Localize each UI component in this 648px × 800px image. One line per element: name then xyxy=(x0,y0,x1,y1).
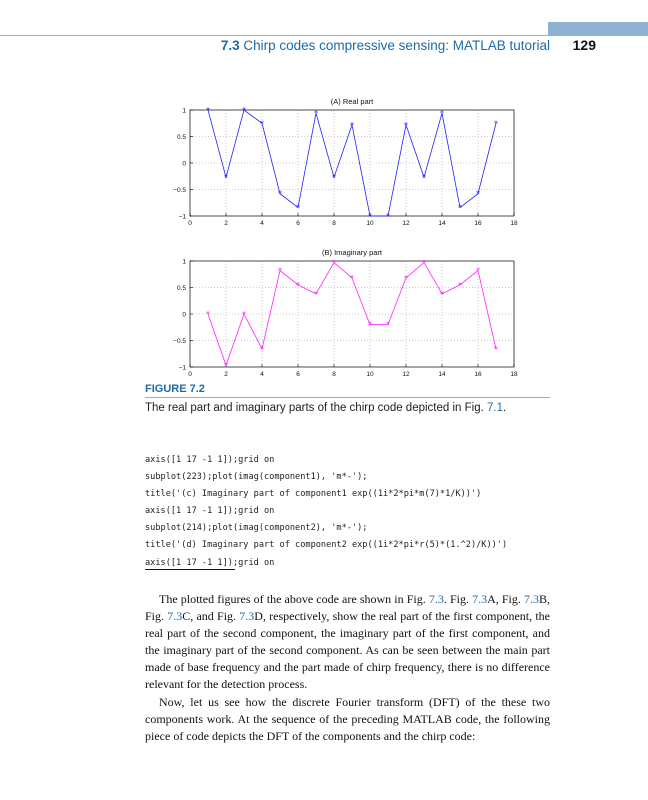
y-tick-label: −1 xyxy=(178,213,186,221)
x-tick-label: 4 xyxy=(260,220,264,227)
x-tick-label: 16 xyxy=(474,371,482,378)
data-point: * xyxy=(422,258,426,268)
data-point: * xyxy=(224,173,228,183)
data-point: * xyxy=(296,280,300,290)
x-tick-label: 14 xyxy=(438,371,446,378)
x-tick-label: 10 xyxy=(366,371,374,378)
x-tick-label: 16 xyxy=(474,220,482,227)
data-point: * xyxy=(440,109,444,119)
figure-charts xyxy=(0,0,648,390)
x-tick-label: 6 xyxy=(296,220,300,227)
code-line: axis([1 17 -1 1]);grid on xyxy=(145,506,275,517)
y-tick-label: 0.5 xyxy=(176,134,186,141)
data-point: * xyxy=(494,119,498,129)
data-point: * xyxy=(350,120,354,130)
x-tick-label: 12 xyxy=(402,371,410,378)
data-point: * xyxy=(332,173,336,183)
data-point: * xyxy=(224,361,228,371)
x-tick-label: 8 xyxy=(332,371,336,378)
figure-caption xyxy=(145,402,506,414)
y-tick-label: −0.5 xyxy=(173,338,186,345)
data-point: * xyxy=(404,120,408,130)
x-tick-label: 14 xyxy=(438,220,446,227)
data-point: * xyxy=(476,189,480,199)
data-point: * xyxy=(386,320,390,330)
data-point: * xyxy=(242,106,246,115)
data-point: * xyxy=(350,273,354,283)
code-rule xyxy=(145,569,235,570)
x-tick-label: 2 xyxy=(224,220,228,227)
x-tick-label: 12 xyxy=(402,220,410,227)
paragraph-1: The plotted figures of the above code are shown in Fig. 7.3. Fig. 7.3A, Fig. 7.3B, Fig. 7.3C, and Fig. 7.3D, respectively, show the real part of the first component, the real part of the second component, the imaginary part of the first component, and the imaginary part of the second component. As can be seen between the main part made of base frequency and the part made of chirp frequency, there is no difference relevant for the detection process. xyxy=(145,592,550,692)
x-tick-label: 18 xyxy=(510,371,518,378)
data-point: * xyxy=(242,310,246,319)
body-text xyxy=(145,591,550,745)
figure-link[interactable]: 7.3 xyxy=(167,609,183,624)
x-tick-label: 6 xyxy=(296,371,300,378)
x-tick-label: 8 xyxy=(332,220,336,227)
data-point: * xyxy=(206,310,210,319)
code-line: axis([1 17 -1 1]);grid on xyxy=(145,557,275,568)
figure-rule xyxy=(145,397,550,398)
y-tick-label: 1 xyxy=(182,107,186,115)
data-point: * xyxy=(278,266,282,276)
chart-0 xyxy=(173,97,518,227)
page-number: 129 xyxy=(572,37,596,53)
code-line: subplot(223);plot(imag(component1), 'm*-'); xyxy=(145,472,368,483)
code-line: subplot(214);plot(imag(component2), 'm*-'); xyxy=(145,523,368,534)
x-tick-label: 10 xyxy=(366,220,374,227)
code-line: title('(d) Imaginary part of component2 exp((1i*2*pi*r(5)*(1.^2)/K))') xyxy=(145,540,508,551)
data-point: * xyxy=(458,280,462,290)
section-number: 7.3 xyxy=(220,38,240,53)
code-block xyxy=(145,452,507,572)
chart-title: (B) Imaginary part xyxy=(321,248,383,257)
code-line: title('(c) Imaginary part of component1 exp((1i*2*pi*m(7)*1/K))') xyxy=(145,489,482,500)
data-point: * xyxy=(422,173,426,183)
caption-end: . xyxy=(503,402,507,414)
data-point: * xyxy=(494,344,498,354)
data-point: * xyxy=(278,189,282,199)
data-point: * xyxy=(404,273,408,283)
y-tick-label: 0 xyxy=(182,160,186,168)
code-line: axis([1 17 -1 1]);grid on xyxy=(145,455,275,465)
data-point: * xyxy=(296,203,300,213)
data-point: * xyxy=(206,106,210,115)
x-tick-label: 2 xyxy=(224,371,228,378)
data-point: * xyxy=(314,109,318,119)
data-point: * xyxy=(368,320,372,330)
data-point: * xyxy=(368,212,372,221)
x-tick-label: 0 xyxy=(188,220,192,227)
x-tick-label: 18 xyxy=(510,220,518,227)
y-tick-label: 0.5 xyxy=(176,285,186,292)
paragraph-2: Now, let us see how the discrete Fourier transform (DFT) of the these two components work. At the sequence of the preceding MATLAB code, the following piece of code depicts the DFT of the components and the chirp code: xyxy=(145,694,550,743)
caption-figure-link[interactable]: 7.1 xyxy=(487,402,503,414)
data-point: * xyxy=(440,289,444,299)
data-point: * xyxy=(458,203,462,213)
figure-link[interactable]: 7.3 xyxy=(523,592,539,606)
figure-link[interactable]: 7.3 xyxy=(428,592,444,606)
section-title: Chirp codes compressive sensing: MATLAB tutorial xyxy=(243,38,550,53)
figure-link[interactable]: 7.3 xyxy=(239,609,255,624)
data-point: * xyxy=(314,289,318,299)
caption-text: The real part and imaginary parts of the chirp code depicted in Fig. xyxy=(145,402,487,414)
y-tick-label: 1 xyxy=(182,258,186,266)
x-tick-label: 4 xyxy=(260,371,264,378)
chart-title: (A) Real part xyxy=(330,97,374,106)
y-tick-label: −1 xyxy=(178,364,186,372)
data-point: * xyxy=(260,119,264,129)
figure-label: FIGURE 7.2 xyxy=(145,383,205,395)
data-point: * xyxy=(332,258,336,268)
data-point: * xyxy=(476,266,480,276)
chart-1 xyxy=(173,248,518,378)
data-point: * xyxy=(260,344,264,354)
x-tick-label: 0 xyxy=(188,371,192,378)
figure-link[interactable]: 7.3 xyxy=(472,592,488,606)
data-point: * xyxy=(386,212,390,221)
y-tick-label: 0 xyxy=(182,311,186,319)
y-tick-label: −0.5 xyxy=(173,187,186,194)
